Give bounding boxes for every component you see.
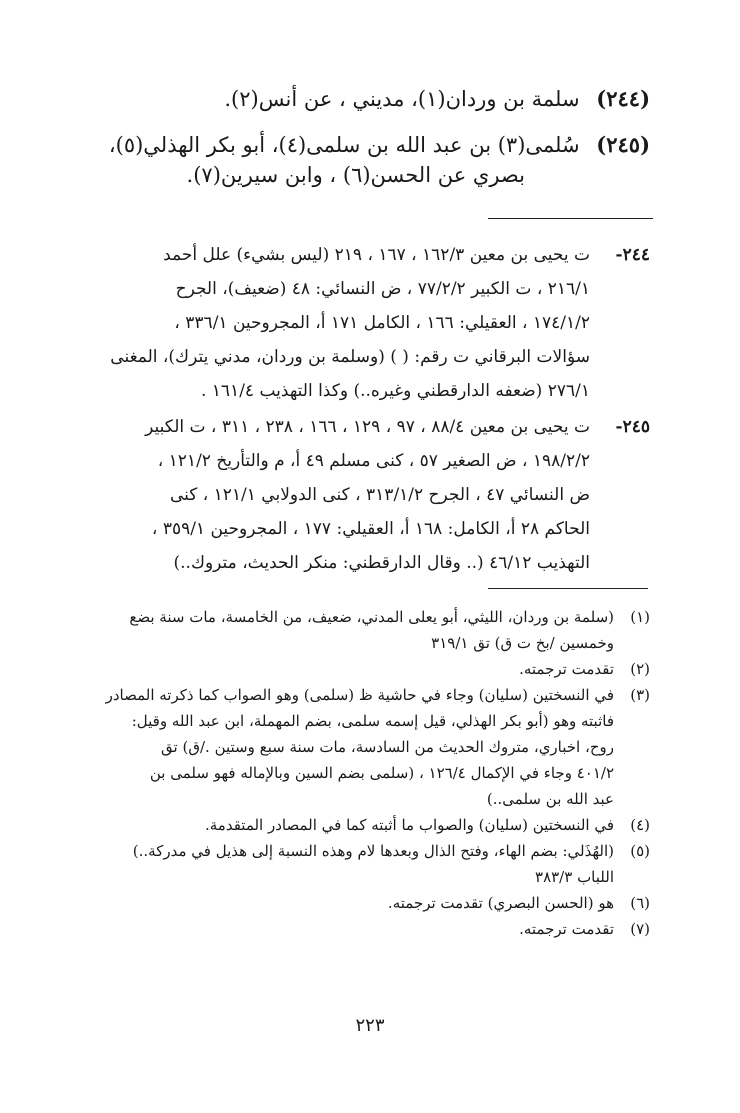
note-line: سؤالات البرقاني ت رقم: ( ) (وسلمة بن وردان، مدني يترك)، المغنى [110, 347, 590, 367]
footnote-key: (٥) [630, 842, 650, 860]
footnote-line: تقدمت ترجمته. [519, 660, 614, 678]
entry-245 [80, 132, 650, 187]
entry-text: سُلمى(٣) بن عبد الله بن سلمى(٤)، أبو بكر الهذلي(٥)، [108, 133, 580, 157]
footnote-line: وخمسين /بخ ت ق) تق ٣١٩/١ [431, 634, 614, 652]
footnote-separator-rule [488, 588, 648, 589]
footnote-key: (٦) [630, 894, 650, 912]
footnote-line: تقدمت ترجمته. [519, 920, 614, 938]
note-244 [85, 238, 650, 408]
note-line: ١٧٤/١/٢ ، العقيلي: ١٦٦ ، الكامل ١٧١ أ، المجروحين ٣٣٦/١ ، [174, 313, 590, 333]
footnote-line: ٤٠١/٢ وجاء في الإكمال ١٢٦/٤ ، (سلمى بضم السين وبالإماله فهو سلمى بن [149, 764, 614, 782]
entry-text: سلمة بن وردان(١)، مديني ، عن أنس(٢). [224, 87, 580, 111]
entry-text-continued: بصري عن الحسن(٦) ، وابن سيرين(٧). [186, 163, 525, 187]
note-line: التهذيب ٤٦/١٢ (.. وقال الدارقطني: منكر الحديث، متروك..) [173, 553, 590, 573]
footnote-line: عبد الله بن سلمى..) [486, 790, 614, 808]
note-line: الحاكم ٢٨ أ، الكامل: ١٦٨ أ، العقيلي: ١٧٧ ، المجروحين ٣٥٩/١ ، [151, 519, 590, 539]
separator-rule [488, 218, 653, 219]
footnote-key: (٣) [630, 686, 650, 704]
note-line: ١٩٨/٢/٢ ، ض الصغير ٥٧ ، كنى مسلم ٤٩ أ، م والتأريخ ١٢١/٢ ، [157, 451, 590, 471]
entry-number: (٢٤٤) [596, 86, 650, 111]
note-line: ٢١٦/١ ، ت الكبير ٧٧/٢/٢ ، ض النسائي: ٤٨ (ضعيف)، الجرح [175, 279, 590, 299]
footnote-line: هو (الحسن البصري) تقدمت ترجمته. [387, 894, 614, 912]
note-line: ت يحيى بن معين ١٦٢/٣ ، ١٦٧ ، ٢١٩ (ليس بشيء) علل أحمد [163, 245, 590, 265]
note-number: ٢٤٥- [615, 417, 650, 437]
footnote-key: (٢) [630, 660, 650, 678]
entry-244 [80, 86, 650, 111]
footnotes [85, 604, 650, 942]
footnote-key: (١) [630, 608, 650, 626]
note-number: ٢٤٤- [615, 245, 650, 265]
footnote-line: (سلمة بن وردان، الليثي، أبو يعلى المدني، ضعيف، من الخامسة، مات سنة بضع [129, 608, 614, 626]
footnote-line: في النسختين (سليان) وجاء في حاشية ظ (سلمى) وهو الصواب كما ذكرته المصادر [105, 686, 614, 704]
footnote-line: فاثبته وهو (أبو بكر الهذلي، قيل إسمه سلمى، بضم المهملة، ابن عبد الله وقيل: [131, 712, 614, 730]
page-number: ٢٢٣ [355, 1015, 385, 1036]
footnote-key: (٧) [630, 920, 650, 938]
note-line: ض النسائي ٤٧ ، الجرح ٣١٣/١/٢ ، كنى الدولابي ١٢١/١ ، كنى [169, 485, 590, 505]
entry-number: (٢٤٥) [596, 132, 650, 157]
note-line: ٢٧٦/١ (ضعفه الدارقطني وغيره..) وكذا التهذيب ١٦١/٤ . [200, 381, 590, 401]
note-line: ت يحيى بن معين ٨٨/٤ ، ٩٧ ، ١٢٩ ، ١٦٦ ، ٢٣٨ ، ٣١١ ، ت الكبير [145, 417, 590, 437]
footnote-line: (الهُذَلي: بضم الهاء، وفتح الذال وبعدها لام وهذه النسبة إلى هذيل في مدركة..) [132, 842, 614, 860]
footnote-line: في النسختين (سليان) والصواب ما أثبته كما في المصادر المتقدمة. [204, 816, 614, 834]
note-245 [85, 410, 650, 580]
footnote-line: روح، اخباري، متروك الحديث من السادسة، مات سنة سبع وستين ./ق) تق [161, 738, 614, 756]
footnote-line: اللباب ٣٨٣/٣ [535, 868, 614, 886]
footnote-key: (٤) [630, 816, 650, 834]
